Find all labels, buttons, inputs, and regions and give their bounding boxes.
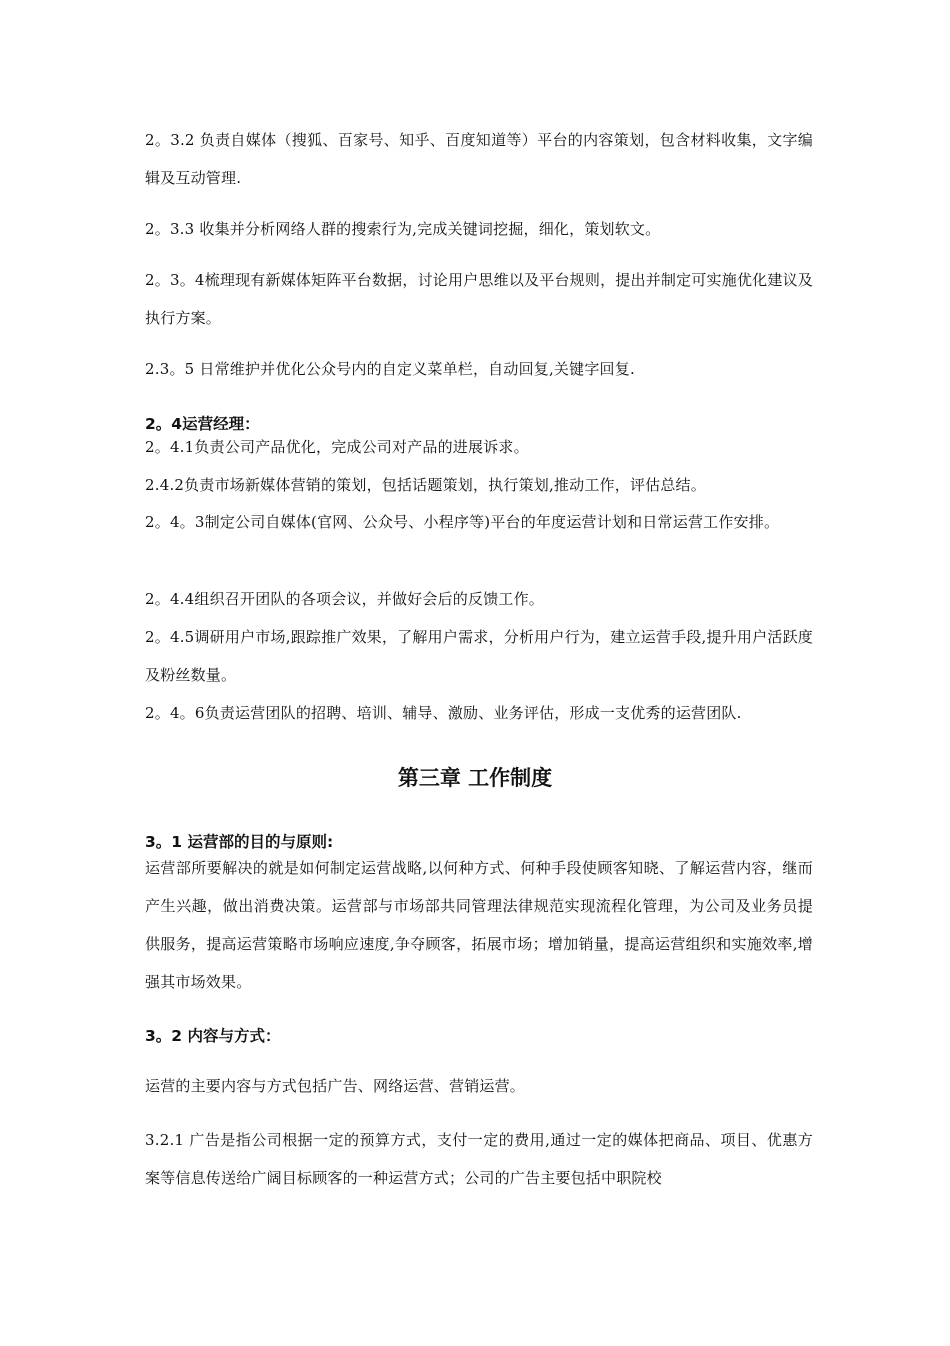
paragraph-3-1: 运营部所要解决的就是如何制定运营战略,以何种方式、何种手段使顾客知晓、了解运营内容，继而产生兴趣，做出消费决策。运营部与市场部共同管理法律规范实现流程化管理，为公司及业务员提供服务，提高运营策略市场响应速度,争夺顾客，拓展市场；增加销量，提高运营组织和实施效率,增强其市场效果。 <box>145 859 813 991</box>
paragraph-2-3-2: 2。3.2 负责自媒体（搜狐、百家号、知乎、百度知道等）平台的内容策划，包含材料收集，文字编辑及互动管理. <box>145 131 813 187</box>
paragraph-2-3-5: 2.3。5 日常维护并优化公众号内的自定义菜单栏，自动回复,关键字回复. <box>145 360 635 378</box>
section-heading-3-1: 3。1 运营部的目的与原则: <box>145 833 334 851</box>
paragraph-2-3-4: 2。3。4梳理现有新媒体矩阵平台数据，讨论用户思维以及平台规则，提出并制定可实施优化建议及执行方案。 <box>145 271 813 327</box>
paragraph-2-4-2: 2.4.2负责市场新媒体营销的策划，包括话题策划，执行策划,推动工作，评估总结。 <box>145 476 706 494</box>
paragraph-3-2-1: 3.2.1 广告是指公司根据一定的预算方式，支付一定的费用,通过一定的媒体把商品、项目、优惠方案等信息传送给广阔目标顾客的一种运营方式；公司的广告主要包括中职院校 <box>145 1131 813 1187</box>
chapter-title: 第三章 工作制度 <box>397 766 553 790</box>
paragraph-2-4-6: 2。4。6负责运营团队的招聘、培训、辅导、激励、业务评估，形成一支优秀的运营团队. <box>145 704 742 722</box>
paragraph-2-4-4: 2。4.4组织召开团队的各项会议，并做好会后的反馈工作。 <box>145 590 545 608</box>
paragraph-2-4-1: 2。4.1负责公司产品优化，完成公司对产品的进展诉求。 <box>145 438 529 456</box>
paragraph-2-4-3: 2。4。3制定公司自媒体(官网、公众号、小程序等)平台的年度运营计划和日常运营工作安排。 <box>145 513 780 531</box>
paragraph-3-2-intro: 运营的主要内容与方式包括广告、网络运营、营销运营。 <box>145 1077 526 1095</box>
section-heading-2-4: 2。4运营经理： <box>145 415 260 433</box>
paragraph-2-4-5: 2。4.5调研用户市场,跟踪推广效果，了解用户需求，分析用户行为，建立运营手段,提升用户活跃度及粉丝数量。 <box>145 628 813 684</box>
section-heading-3-2: 3。2 内容与方式： <box>145 1027 281 1045</box>
paragraph-2-3-3: 2。3.3 收集并分析网络人群的搜索行为,完成关键词挖掘，细化，策划软文。 <box>145 220 661 238</box>
